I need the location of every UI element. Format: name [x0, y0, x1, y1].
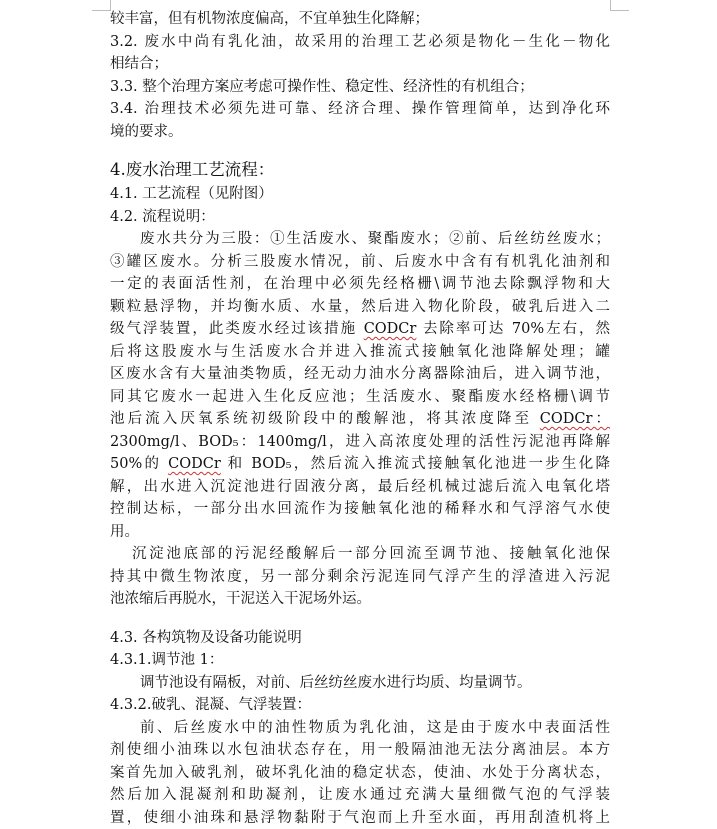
text-line: 后将这股废水与生活废水合并进入推流式接触氧化池降解处理；罐	[110, 341, 610, 364]
spellcheck-term: CODCr	[168, 456, 221, 472]
text-line: 3.2. 废水中尚有乳化油，故采用的治理工艺必须是物化－生化－物化	[110, 31, 610, 54]
text-line: 2300mg/l、BOD₅：1400mg/l，进入高浓度处理的活性污泥池再降解	[110, 431, 610, 454]
text-line: 置，使细小油珠和悬浮物黏附于气泡而上升至水面，再用刮渣机将上	[110, 807, 610, 829]
text-line	[110, 453, 610, 476]
text-line: 调节池设有隔板，对前、后丝纺丝废水进行均质、均量调节。	[110, 672, 610, 695]
text-line: 4.1. 工艺流程（见附图）	[110, 183, 610, 206]
page-corner-mark-left	[92, 0, 111, 11]
text-line: 控制达标，一部分出水回流作为接触氧化池的稀释水和气浮溶气水使	[110, 498, 610, 521]
text-line: 区废水含有大量油类物质，经无动力油水分离器除油后，进入调节池，	[110, 363, 610, 386]
text-line: 废水共分为三股：①生活废水、聚酯废水；②前、后丝纺丝废水；	[110, 228, 610, 251]
document-page	[110, 8, 610, 829]
text-line: 解，出水进入沉淀池进行固液分离，最后经机械过滤后流入电氧化塔	[110, 476, 610, 499]
text-span: 去除率可达 70%左右，然	[423, 321, 610, 337]
section-heading-4-3-1: 4.3.1.调节池 1：	[110, 649, 610, 672]
spellcheck-term: CODCr：	[540, 411, 610, 427]
text-line: 较丰富，但有机物浓度偏高，不宜单独生化降解；	[110, 8, 610, 31]
text-line: 池浓缩后再脱水，干泥送入干泥场外运。	[110, 588, 610, 611]
text-line: 案首先加入破乳剂，破坏乳化油的稳定状态，使油、水处于分离状态，	[110, 762, 610, 785]
text-line: ③罐区废水。分析三股废水情况，前、后废水中含有有机乳化油剂和	[110, 251, 610, 274]
section-heading-4: 4.废水治理工艺流程：	[110, 157, 610, 183]
text-line: 一定的表面活性剂，在治理中必须先经格栅\调节池去除飘浮物和大	[110, 273, 610, 296]
text-line	[110, 408, 610, 431]
paragraph-gap	[110, 611, 610, 627]
text-span: 50%的	[110, 456, 161, 472]
text-line: 剂使细小油珠以水包油状态存在，用一般隔油池无法分离油层。本方	[110, 739, 610, 762]
text-line: 相结合；	[110, 53, 610, 76]
text-line: 4.2. 流程说明：	[110, 206, 610, 229]
text-line: 用。	[110, 521, 610, 544]
section-heading-4-3: 4.3. 各构筑物及设备功能说明	[110, 627, 610, 650]
text-line: 前、后丝废水中的油性物质为乳化油，这是由于废水中表面活性	[110, 717, 610, 740]
section-heading-4-3-2: 4.3.2.破乳、混凝、气浮装置：	[110, 694, 610, 717]
text-line: 境的要求。	[110, 121, 610, 144]
text-line: 持其中微生物浓度，另一部分剩余污泥连同气浮产生的浮渣进入污泥	[110, 566, 610, 589]
text-span: 和 BOD₅，然后流入推流式接触氧化池进一步生化降	[228, 456, 610, 472]
text-line	[110, 318, 610, 341]
text-span: 级气浮装置，此类废水经过该措施	[110, 321, 357, 337]
text-line: 然后加入混凝剂和助凝剂，让废水通过充满大量细微气泡的气浮装	[110, 784, 610, 807]
text-line: 沉淀池底部的污泥经酸解后一部分回流至调节池、接触氧化池保	[110, 543, 610, 566]
text-line: 3.3. 整个治理方案应考虑可操作性、稳定性、经济性的有机组合；	[110, 76, 610, 99]
text-span: 池后流入厌氧系统初级阶段中的酸解池，将其浓度降至	[110, 411, 532, 427]
text-line: 颗粒悬浮物，并均衡水质、水量，然后进入物化阶段，破乳后进入二	[110, 296, 610, 319]
spellcheck-term: CODCr	[364, 321, 417, 337]
text-line: 3.4. 治理技术必须先进可靠、经济合理、操作管理简单，达到净化环	[110, 98, 610, 121]
text-line: 同其它废水一起进入生化反应池；生活废水、聚酯废水经格栅\调节	[110, 386, 610, 409]
page-corner-mark-right	[610, 0, 629, 11]
